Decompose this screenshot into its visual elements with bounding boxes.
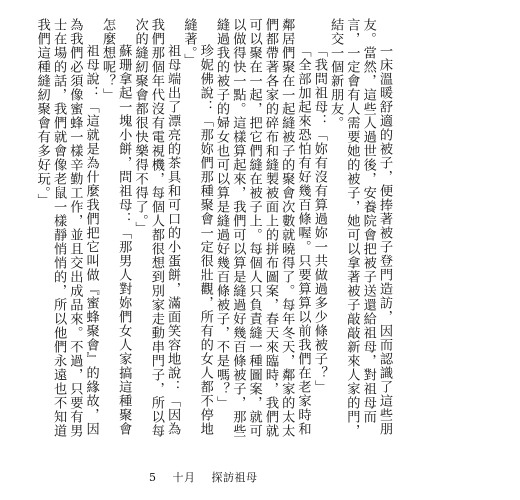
paragraph-5: 祖母端出了漂亮的茶具和可口的小蛋餅，滿面笑容地說：「因為我們那個年代沒有電視機，每個人都很想到別家走動串門子，所以每次的縫紉聚會都很快樂得不得了。」 <box>132 18 181 438</box>
paragraph-1: 一床溫暖舒適的被子，便捧著被子登門造訪，因而認識了這些朋友。當然，這些人過世後，安養院會把被子送還給祖母，對祖母而言，一定會有人需要她的被子，她可以拿著被子敲敲新來人家的門，結交一個新朋友。 <box>328 18 392 438</box>
paragraph-2: 「我問祖母：「妳有沒有算過妳一共做過多少條被子？」 <box>311 44 327 395</box>
vertical-text-body <box>34 18 392 438</box>
paragraph-6: 蘇珊拿起一塊小餅，問祖母：「那男人對妳們女人家搞這種聚會怎麼想呢？」 <box>99 18 132 437</box>
paragraph-3: 「全部加起來恐怕有好幾百條喔。只要算算以前我們在老家時和鄰居們聚在一起縫被子的聚會次數就曉得了。每年冬天，鄰家的太太們都帶著各家的碎布和縫製被面上的拼布圖案，春天來臨時，我們就可以聚在一起，把它們縫在被子上。每個人只負責縫一種圖案，就可以做得快一點。這樣算起來，我們可以算是縫過好幾百條被子，那些縫過我的被子的婦女也可以算是縫過好幾百條被子，不是嗎？」 <box>214 18 311 438</box>
page-number: 5 <box>149 471 157 484</box>
paragraph-4: 珍妮佛說：「那妳們那種聚會一定很壯觀，所有的女人都不停地縫著。」 <box>181 18 213 437</box>
chapter-label: 十月 <box>172 471 196 484</box>
paragraph-7: 祖母說：「這就是為什麼我們把它叫做『蜜蜂聚會』的緣故，因為我們必須像蜜蜂一樣辛勤工作，並且交出成品來。不過，只要有男士在場的話，我們就會像老鼠一樣靜悄悄的，所以他們永遠也不知道我們這種縫紉聚會有多好玩。」 <box>34 18 99 438</box>
page-footer <box>149 469 258 485</box>
running-title: 探訪祖母 <box>211 471 258 484</box>
